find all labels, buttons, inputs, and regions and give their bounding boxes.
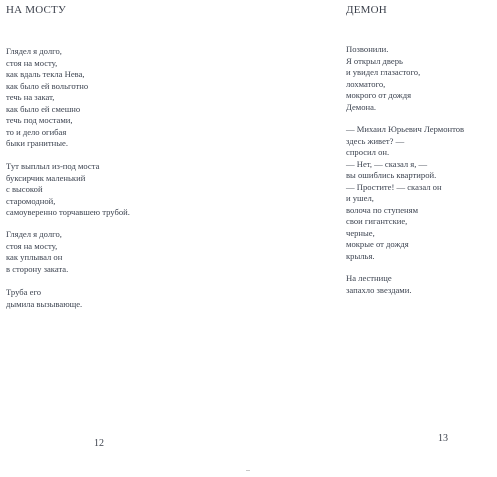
verse-line: крылья.: [346, 250, 375, 261]
page-number: 12: [94, 438, 104, 449]
verse-line: Тут выплыл из-под моста: [6, 161, 100, 171]
verse-line: волоча по ступеням: [346, 204, 419, 215]
verse-line: и увидел глазастого,: [346, 67, 421, 77]
verse-line: Демона.: [346, 101, 377, 112]
verse-line: — Нет, — сказал я, —: [346, 158, 428, 169]
stanza-1: [6, 46, 88, 150]
verse-line: быки гранитные.: [6, 138, 68, 148]
verse-line: самоуверенно торчавшею трубой.: [6, 207, 130, 217]
verse-line: вы ошиблись квартирой.: [346, 170, 437, 180]
gutter-mark: [246, 470, 250, 471]
poem-title: НА МОСТУ: [6, 4, 66, 16]
verse-line: течь под мостами,: [6, 115, 73, 125]
verse-line: как было ей смешно: [6, 103, 81, 114]
verse-line: то и дело огибая: [6, 126, 67, 137]
verse-line: как было ей вольготно: [6, 80, 89, 91]
poem-title: ДЕМОН: [346, 4, 387, 16]
verse-line: черные,: [346, 227, 375, 238]
stanza-3: [346, 273, 411, 296]
page-number: 13: [438, 433, 448, 444]
verse-line: На лестнице: [346, 273, 392, 283]
verse-line: как вдаль текла Нева,: [6, 69, 85, 79]
verse-line: буксирчик маленький: [6, 172, 86, 183]
verse-line: — Простите! — сказал он: [346, 181, 442, 192]
right-page: [249, 0, 497, 477]
verse-line: свои гигантские,: [346, 216, 408, 226]
verse-line: с высокой: [6, 184, 43, 194]
verse-line: как уплывал он: [6, 252, 63, 262]
verse-line: и ушел,: [346, 193, 374, 203]
verse-line: мокрые от дождя: [346, 239, 409, 249]
verse-line: в сторону заката.: [6, 263, 69, 274]
verse-line: стоя на мосту,: [6, 240, 58, 251]
verse-line: Глядел я долго,: [6, 46, 62, 56]
verse-line: спросил он.: [346, 147, 390, 157]
verse-line: Позвонили.: [346, 44, 389, 54]
verse-line: Я открыл дверь: [346, 55, 403, 66]
verse-line: лохматого,: [346, 78, 386, 89]
verse-line: старомодной,: [6, 195, 56, 206]
stanza-4: [6, 287, 82, 310]
verse-line: запахло звездами.: [346, 284, 412, 295]
verse-line: течь на закат,: [6, 92, 55, 102]
stanza-2: [6, 161, 130, 219]
verse-line: — Михаил Юрьевич Лермонтов: [346, 124, 465, 134]
verse-line: дымила вызывающе.: [6, 298, 83, 309]
verse-line: Труба его: [6, 287, 42, 297]
verse-line: стоя на мосту,: [6, 57, 58, 68]
stanza-2: [346, 124, 464, 262]
left-page: [0, 0, 248, 477]
verse-line: Глядел я долго,: [6, 229, 62, 239]
verse-line: здесь живет? —: [346, 135, 405, 146]
verse-line: мокрого от дождя: [346, 90, 412, 100]
stanza-1: [346, 44, 420, 113]
stanza-3: [6, 229, 68, 275]
